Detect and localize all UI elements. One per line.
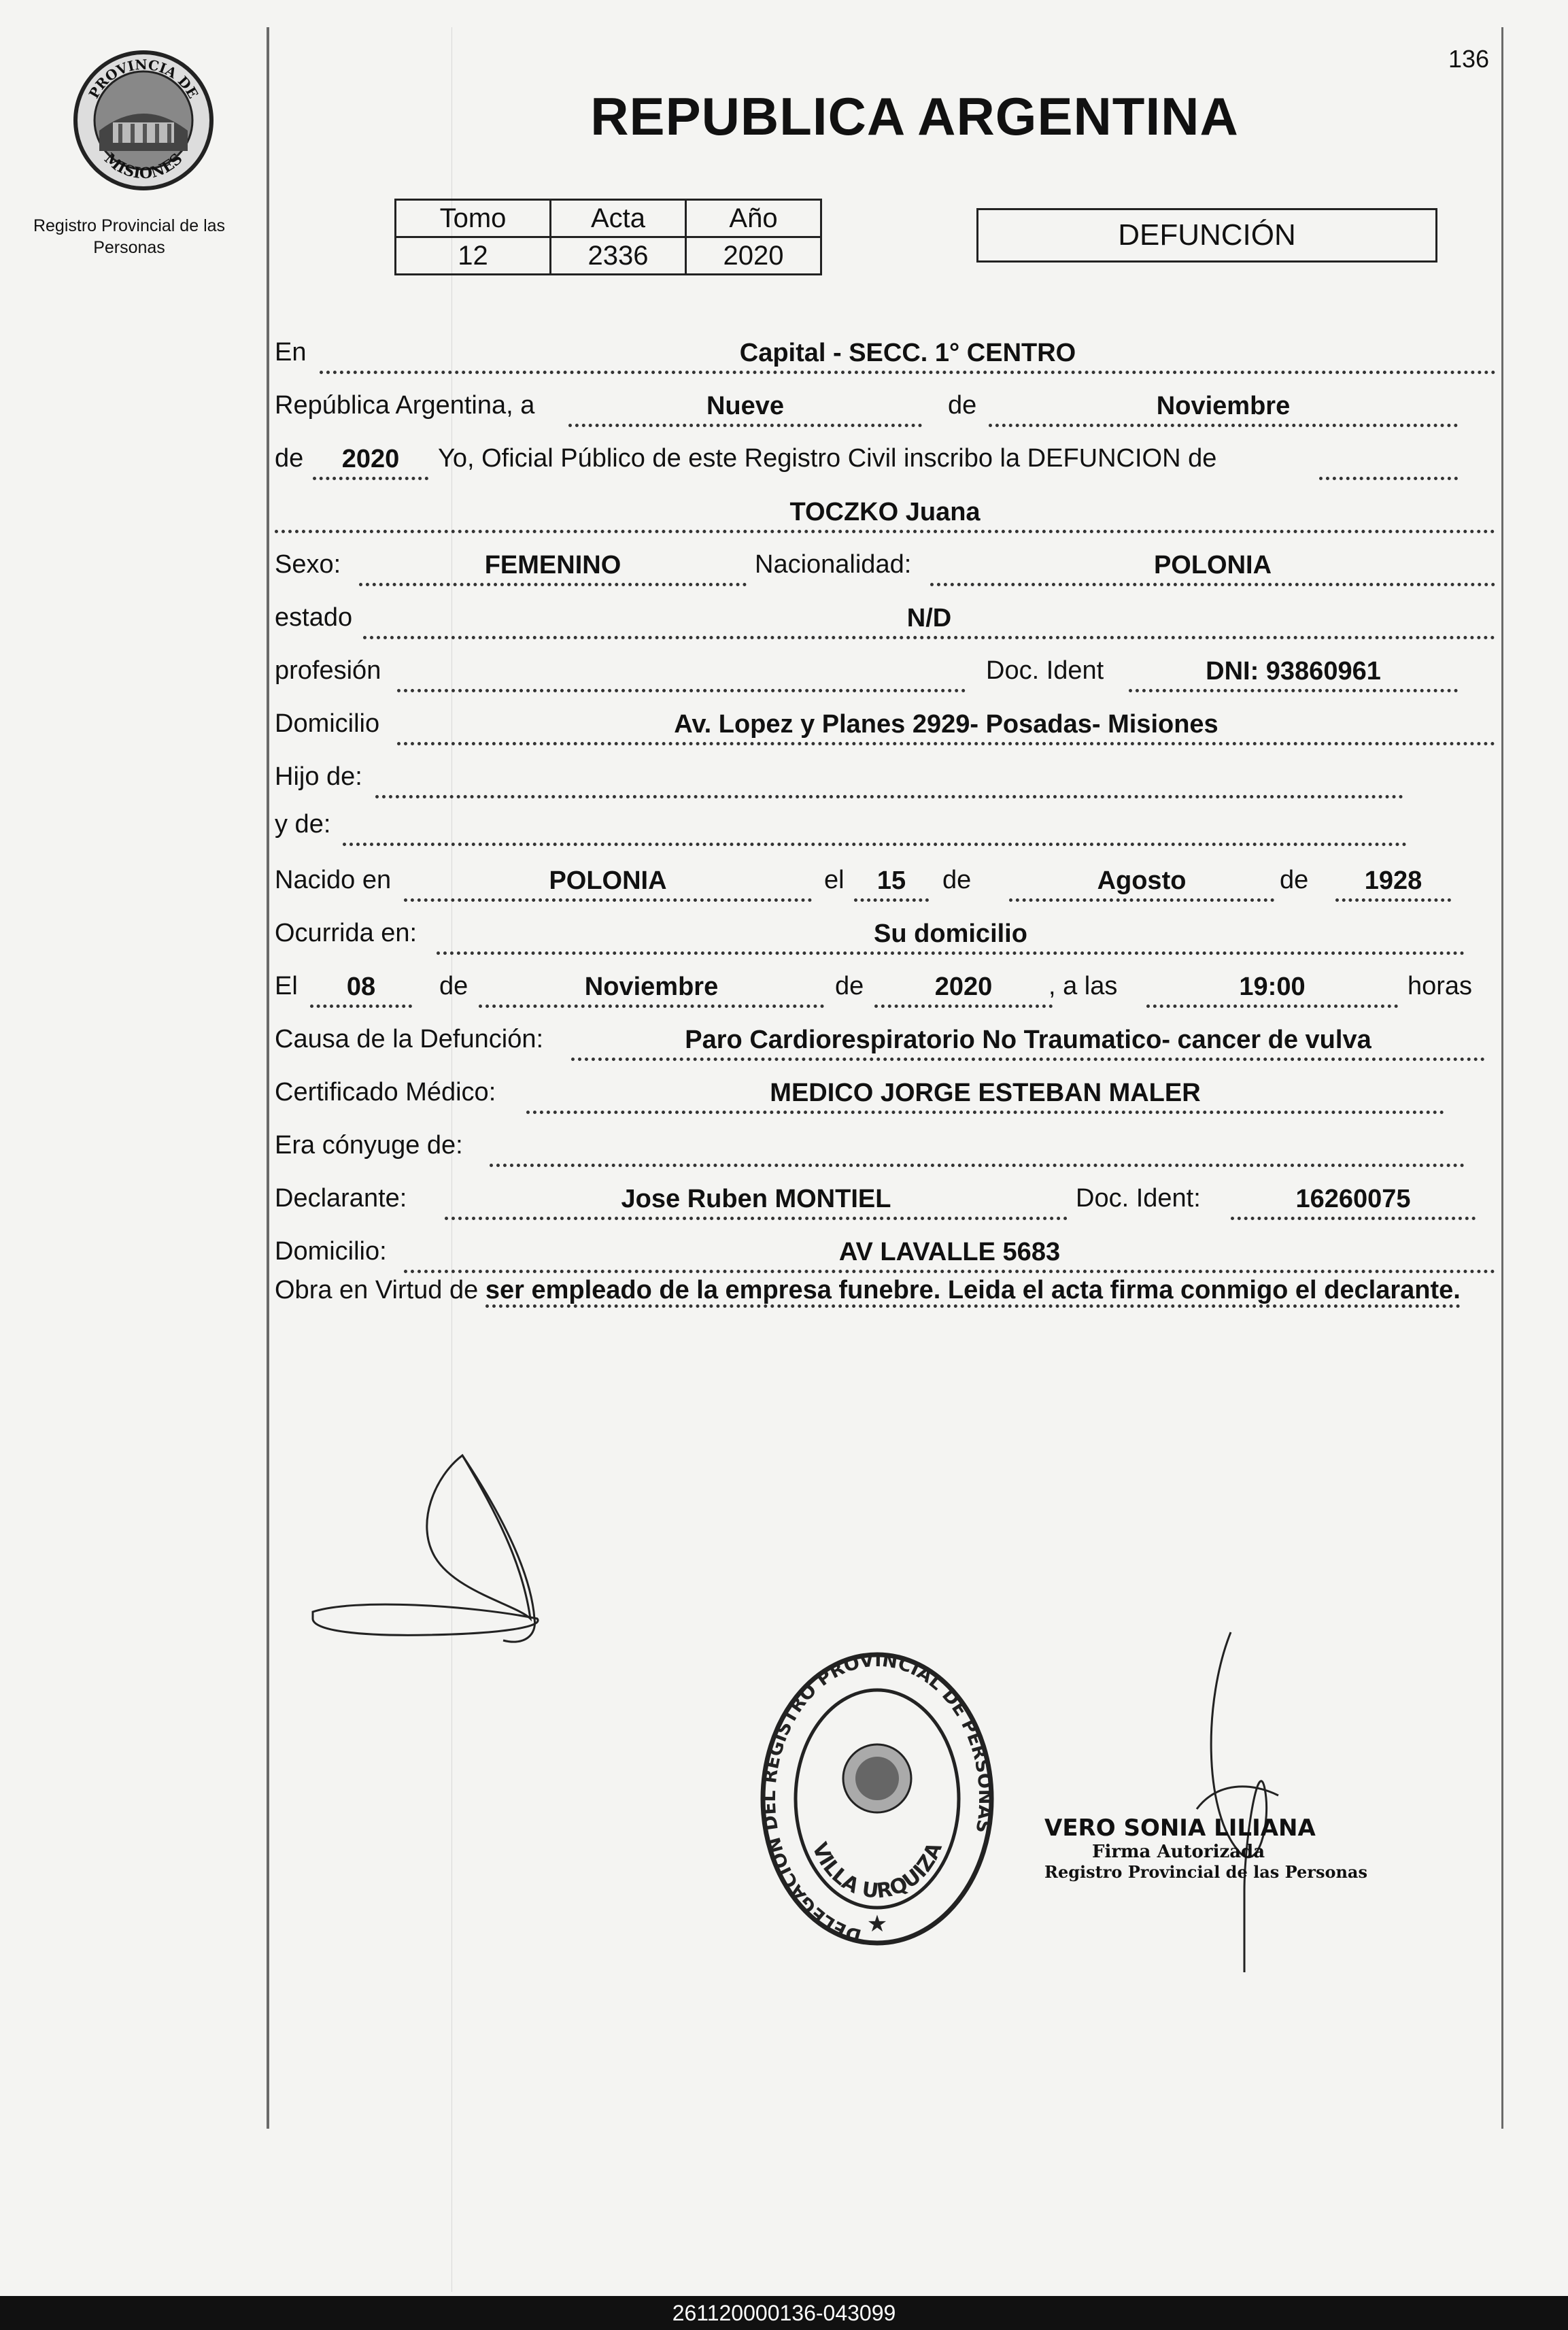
left-margin-rule (267, 27, 269, 2129)
svg-text:DELEGACION DEL REGISTRO PROVIN: DELEGACION DEL REGISTRO PROVINCIAL DE PERSONAS (758, 1649, 996, 1946)
decl-domicilio-value: AV LAVALLE 5683 (404, 1236, 1495, 1273)
declarante-value: Jose Ruben MONTIEL (445, 1183, 1068, 1220)
yde-value (343, 809, 1407, 846)
ocurrida-label: Ocurrida en: (275, 919, 417, 947)
domicilio-label: Domicilio (275, 709, 380, 738)
svg-text:★: ★ (866, 1911, 888, 1937)
obra-paragraph (275, 1270, 1492, 1310)
en-label: En (275, 338, 307, 367)
ano-value: 2020 (686, 237, 821, 275)
page-number: 136 (1448, 45, 1490, 73)
row-death-date (275, 966, 1495, 1008)
decl-domicilio-label: Domicilio: (275, 1237, 387, 1266)
month-value: Noviembre (989, 390, 1458, 427)
footer-code: 261120000136-043099 (0, 2296, 1568, 2330)
decl-doc-value: 16260075 (1231, 1183, 1476, 1220)
row-nacido (275, 860, 1495, 902)
official-text-line (1319, 443, 1458, 480)
province-emblem-icon (65, 42, 222, 199)
obra-label: Obra en Virtud de (275, 1276, 479, 1304)
year-value: 2020 (313, 443, 428, 480)
row-sexo (275, 544, 1495, 586)
registry-name: Registro Provincial de las Personas (33, 216, 226, 257)
death-month: Noviembre (479, 970, 824, 1008)
right-margin-rule (1501, 27, 1503, 2129)
de-label-4: de (1280, 866, 1309, 894)
nacido-label: Nacido en (275, 866, 392, 894)
signatory-org: Registro Provincial de las Personas (1044, 1862, 1367, 1882)
estado-label: estado (275, 603, 353, 632)
declarante-label: Declarante: (275, 1184, 407, 1213)
acta-value: 2336 (551, 237, 686, 275)
svg-text:MISIONES: MISIONES (101, 150, 186, 183)
signatory-role: Firma Autorizada (1092, 1842, 1265, 1862)
domicilio-value: Av. Lopez y Planes 2929- Posadas- Misiones (397, 708, 1495, 745)
row-conyuge (275, 1125, 1495, 1167)
sexo-label: Sexo: (275, 550, 341, 579)
declarant-signature (299, 1449, 653, 1673)
svg-text:VILLA URQUIZA: VILLA URQUIZA (807, 1839, 947, 1904)
conyuge-value (490, 1130, 1465, 1167)
de-label-5: de (439, 972, 468, 1000)
row-estado (275, 597, 1495, 639)
signatory-name: VERO SONIA LILIANA (1044, 1814, 1316, 1842)
yde-label: y de: (275, 810, 331, 839)
row-year (275, 438, 1495, 480)
causa-label: Causa de la Defunción: (275, 1025, 544, 1053)
el-label: el (824, 866, 845, 894)
horas-label: horas (1408, 972, 1473, 1000)
de-label-3: de (942, 866, 972, 894)
causa-value: Paro Cardiorespiratorio No Traumatico- cancer de vulva (571, 1024, 1485, 1061)
birth-month: Agosto (1009, 864, 1274, 902)
page-title: REPUBLICA ARGENTINA (590, 86, 1239, 146)
certificado-label: Certificado Médico: (275, 1078, 496, 1107)
tomo-acta-ano-table (394, 199, 822, 275)
ano-header: Año (686, 200, 821, 237)
decl-doc-label: Doc. Ident: (1076, 1184, 1201, 1213)
official-signature (1156, 1619, 1319, 1986)
en-value: Capital - SECC. 1° CENTRO (320, 337, 1496, 374)
certificado-value: MEDICO JORGE ESTEBAN MALER (526, 1077, 1444, 1114)
record-type-box: DEFUNCIÓN (976, 208, 1437, 263)
sexo-value: FEMENINO (359, 549, 747, 586)
nacido-value: POLONIA (404, 864, 812, 902)
acta-header: Acta (551, 200, 686, 237)
row-causa (275, 1019, 1495, 1061)
nacionalidad-value: POLONIA (930, 549, 1495, 586)
a-las-label: , a las (1049, 972, 1118, 1000)
ocurrida-value: Su domicilio (437, 917, 1465, 955)
doc-ident-value: DNI: 93860961 (1129, 655, 1458, 692)
death-year: 2020 (874, 970, 1053, 1008)
nacionalidad-label: Nacionalidad: (755, 550, 912, 579)
doc-ident-label: Doc. Ident (986, 656, 1104, 685)
row-decl-domicilio (275, 1231, 1495, 1273)
hijo-label: Hijo de: (275, 762, 362, 791)
row-ocurrida (275, 913, 1495, 955)
profesion-value (397, 655, 966, 692)
row-profesion (275, 650, 1495, 692)
row-name (275, 491, 1495, 533)
row-declarante (275, 1178, 1495, 1220)
profesion-label: profesión (275, 656, 381, 685)
death-day: 08 (310, 970, 412, 1008)
birth-year: 1928 (1335, 864, 1451, 902)
hijo-value (375, 761, 1403, 798)
deceased-name: TOCZKO Juana (275, 496, 1495, 533)
de-label-2: de (275, 444, 304, 473)
row-certificado (275, 1072, 1495, 1114)
row-en (275, 332, 1495, 374)
row-date (275, 385, 1495, 427)
El-label: El (275, 972, 298, 1000)
tomo-value: 12 (396, 237, 551, 275)
svg-text:PROVINCIA DE: PROVINCIA DE (85, 56, 202, 101)
estado-value: N/D (363, 602, 1495, 639)
row-yde (275, 804, 1495, 846)
de-label: de (948, 391, 977, 420)
day-value: Nueve (568, 390, 922, 427)
obra-value: ser empleado de la empresa funebre. Leida el acta firma conmigo el declarante. (485, 1276, 1461, 1308)
official-text: Yo, Oficial Público de este Registro Civil inscribo la DEFUNCION de (438, 444, 1217, 473)
de-label-6: de (835, 972, 864, 1000)
birth-day: 15 (854, 864, 929, 902)
signatory-block (1044, 1814, 1367, 1882)
conyuge-label: Era cónyuge de: (275, 1131, 463, 1160)
official-stamp (748, 1646, 1006, 1959)
row-domicilio (275, 703, 1495, 745)
death-time: 19:00 (1146, 970, 1398, 1008)
tomo-header: Tomo (396, 200, 551, 237)
republica-label: República Argentina, a (275, 391, 535, 420)
row-hijo (275, 756, 1495, 798)
